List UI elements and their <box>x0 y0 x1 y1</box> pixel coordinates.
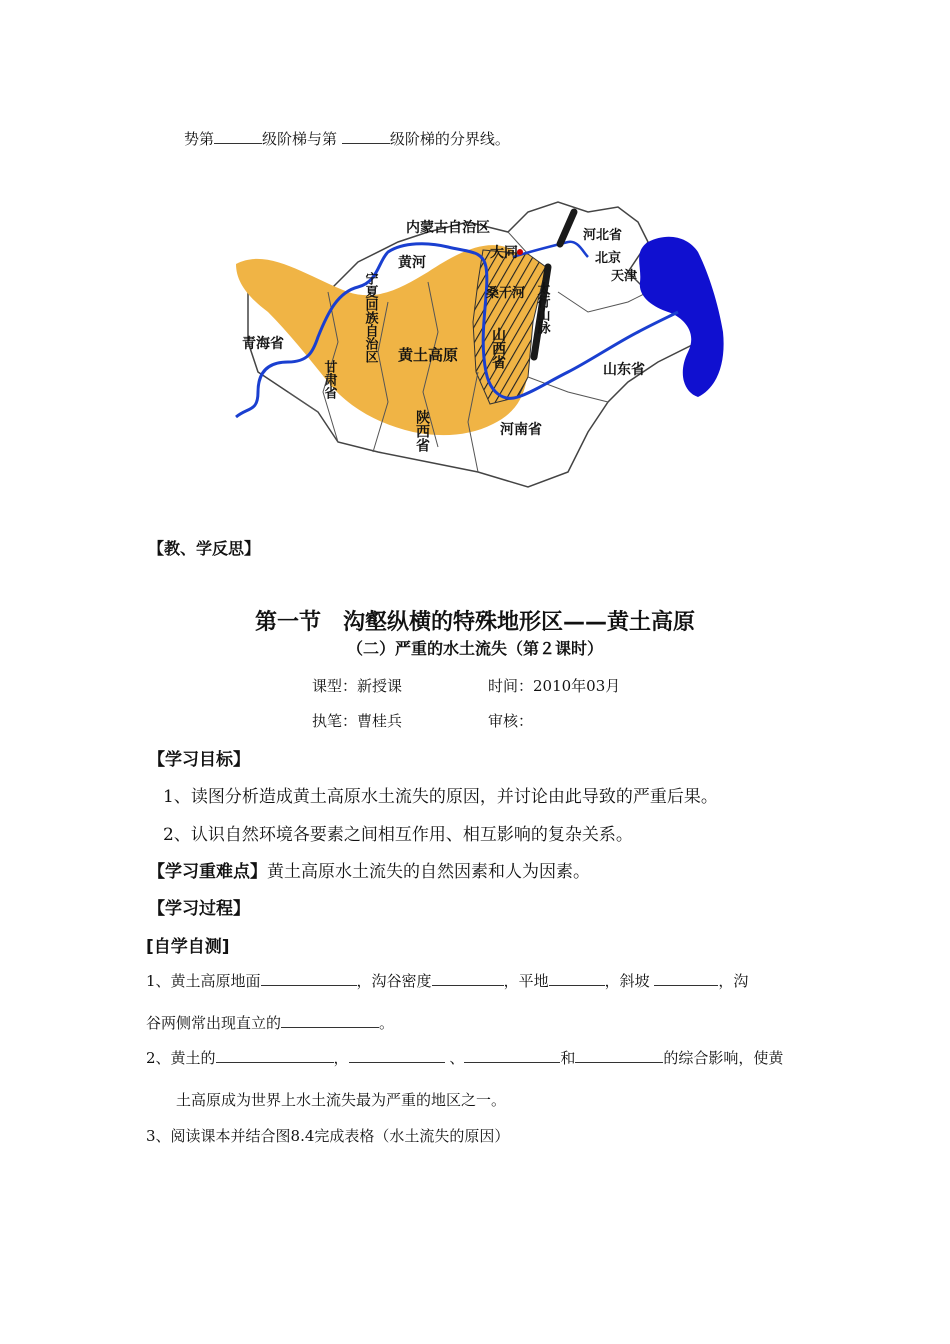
question-3: 3、阅读课本并结合图8.4完成表格（水土流失的原因） <box>146 1127 510 1145</box>
label-qinghai: 青海省 <box>242 336 284 352</box>
process-heading: 【学习过程】 <box>148 899 250 919</box>
label-ningxia: 宁夏回族自治区 <box>362 272 378 363</box>
label-yellow-river: 黄河 <box>398 255 426 271</box>
loess-plateau-map <box>228 192 728 492</box>
label-gansu: 甘肃省 <box>321 360 337 399</box>
label-henan: 河南省 <box>500 422 542 438</box>
meta-review: 审核： <box>488 712 534 730</box>
reflection-heading: 【教、学反思】 <box>148 539 261 558</box>
blank[interactable] <box>654 970 718 986</box>
meta-type: 课型：新授课 <box>312 677 403 695</box>
label-tianjin: 天津 <box>611 269 638 284</box>
blank[interactable] <box>342 128 390 144</box>
selfstudy-heading: [自学自测] <box>146 937 230 957</box>
intro-line <box>184 128 510 149</box>
label-hebei: 河北省 <box>583 228 623 243</box>
blank[interactable] <box>432 970 504 986</box>
intro-mid: 级阶梯与第 <box>262 130 338 148</box>
blank[interactable] <box>349 1047 445 1063</box>
label-inner-mongolia: 内蒙古自治区 <box>406 220 490 236</box>
label-beijing: 北京 <box>595 251 622 266</box>
question-1-line2: 谷两侧常出现直立的 。 <box>146 1014 395 1032</box>
keypoint-text: 黄土高原水土流失的自然因素和人为因素。 <box>267 862 590 882</box>
blank[interactable] <box>575 1047 663 1063</box>
label-shaanxi: 陕西省 <box>414 410 430 452</box>
keypoint-line <box>148 857 590 882</box>
blank[interactable] <box>281 1012 379 1028</box>
label-shandong: 山东省 <box>603 362 645 378</box>
blank[interactable] <box>464 1047 560 1063</box>
goal-item: 1、读图分析造成黄土高原水土流失的原因，并讨论由此导致的严重后果。 <box>163 787 718 807</box>
blank[interactable] <box>216 1047 334 1063</box>
page-subtitle: （二）严重的水土流失（第２课时） <box>346 639 603 658</box>
label-loess: 黄土高原 <box>398 346 459 364</box>
page-title: 第一节 沟壑纵横的特殊地形区——黄土高原 <box>254 610 695 635</box>
question-2: 2、黄土的 ， 、 和 的综合影响，使黄 <box>146 1049 784 1067</box>
goals-heading: 【学习目标】 <box>148 750 250 770</box>
goal-item: 2、认识自然环境各要素之间相互作用、相互影响的复杂关系。 <box>163 825 633 845</box>
label-taihang: 太行山脉 <box>534 282 550 334</box>
meta-author: 执笔：曹桂兵 <box>312 712 403 730</box>
label-sanggan: 桑干河 <box>486 286 526 301</box>
label-datong: 大同 <box>490 245 518 261</box>
blank[interactable] <box>214 128 262 144</box>
label-shanxi: 山西省 <box>490 327 506 369</box>
blank[interactable] <box>261 970 357 986</box>
question-1: 1、黄土高原地面 ，沟谷密度 ，平地 ，斜坡 ，沟 <box>146 972 749 990</box>
keypoint-heading: 【学习重难点】 <box>148 862 267 882</box>
blank[interactable] <box>549 970 605 986</box>
intro-suffix: 级阶梯的分界线。 <box>389 130 510 148</box>
question-2-line2: 土高原成为世界上水土流失最为严重的地区之一。 <box>176 1091 507 1109</box>
meta-time: 时间：2010年03月 <box>488 677 621 695</box>
intro-prefix: 势第 <box>184 130 215 148</box>
